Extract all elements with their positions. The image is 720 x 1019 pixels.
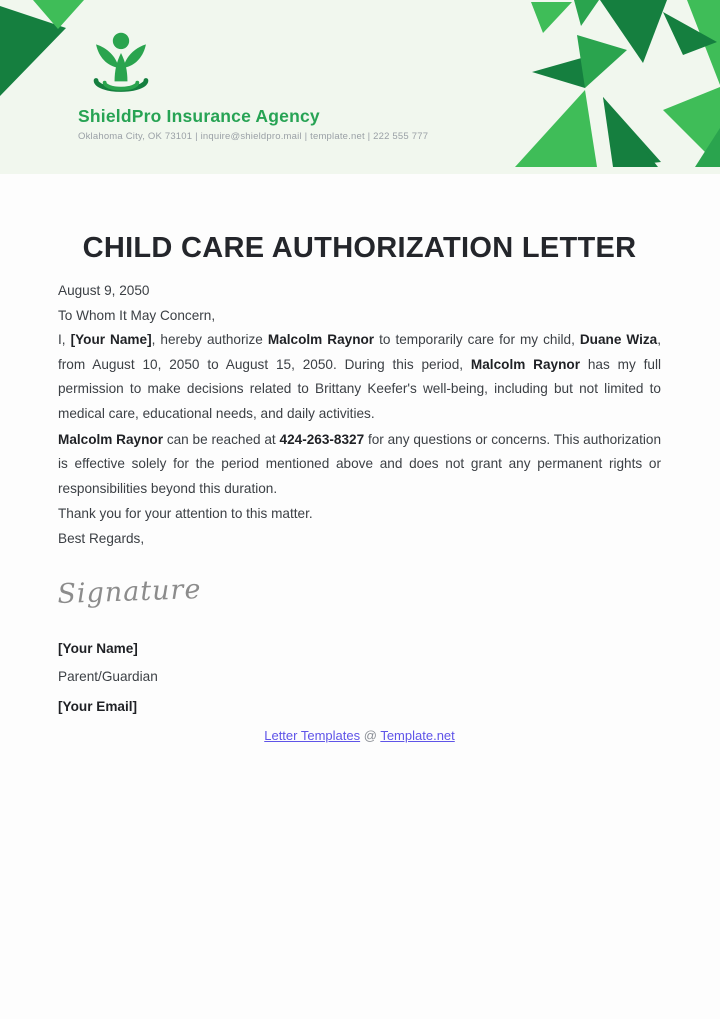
letter-paragraph-2: Malcolm Raynor can be reached at 424-263-8327 for any questions or concerns. This authorization is effective solely for the period mentioned above and does not grant any permanent rights or responsibilities beyond this duration. — [58, 431, 662, 496]
letterhead — [0, 0, 720, 174]
template-net-link[interactable]: Template.net — [380, 727, 455, 743]
signer-email-placeholder: [Your Email] — [58, 698, 138, 714]
triangle-mosaic-right-decoration — [495, 0, 720, 174]
shieldpro-logo-icon — [78, 30, 164, 100]
letter-body — [0, 231, 720, 746]
letter-date: August 9, 2050 — [58, 283, 150, 298]
brand-block — [78, 30, 428, 142]
signer-name-placeholder: [Your Name] — [58, 640, 138, 656]
letter-salutation: To Whom It May Concern, — [58, 307, 216, 323]
letter-closing-thanks: Thank you for your attention to this matter. — [58, 506, 313, 522]
letter-paragraph-1: I, [Your Name], hereby authorize Malcolm Raynor to temporarily care for my child, Duane Wiza, from August 10, 2050 to August 15, 2050. During this period, Malcolm Raynor has my full permission to make decisions related to Brittany Keefer's well-being, including but not limited to medical care, educational needs, and daily activities. — [58, 332, 662, 421]
letter-title: CHILD CARE AUTHORIZATION LETTER — [82, 232, 637, 264]
template-attribution — [58, 726, 661, 746]
attribution-separator: @ — [363, 727, 377, 743]
letter-closing-regards: Best Regards, — [58, 530, 145, 546]
signer-role: Parent/Guardian — [58, 668, 158, 684]
brand-contact-line: Oklahoma City, OK 73101 | inquire@shieldpro.mail | template.net | 222 555 777 — [78, 131, 429, 142]
letter-templates-link[interactable]: Letter Templates — [264, 727, 361, 743]
signature-script: Signature — [56, 573, 202, 610]
brand-name: ShieldPro Insurance Agency — [78, 106, 320, 126]
